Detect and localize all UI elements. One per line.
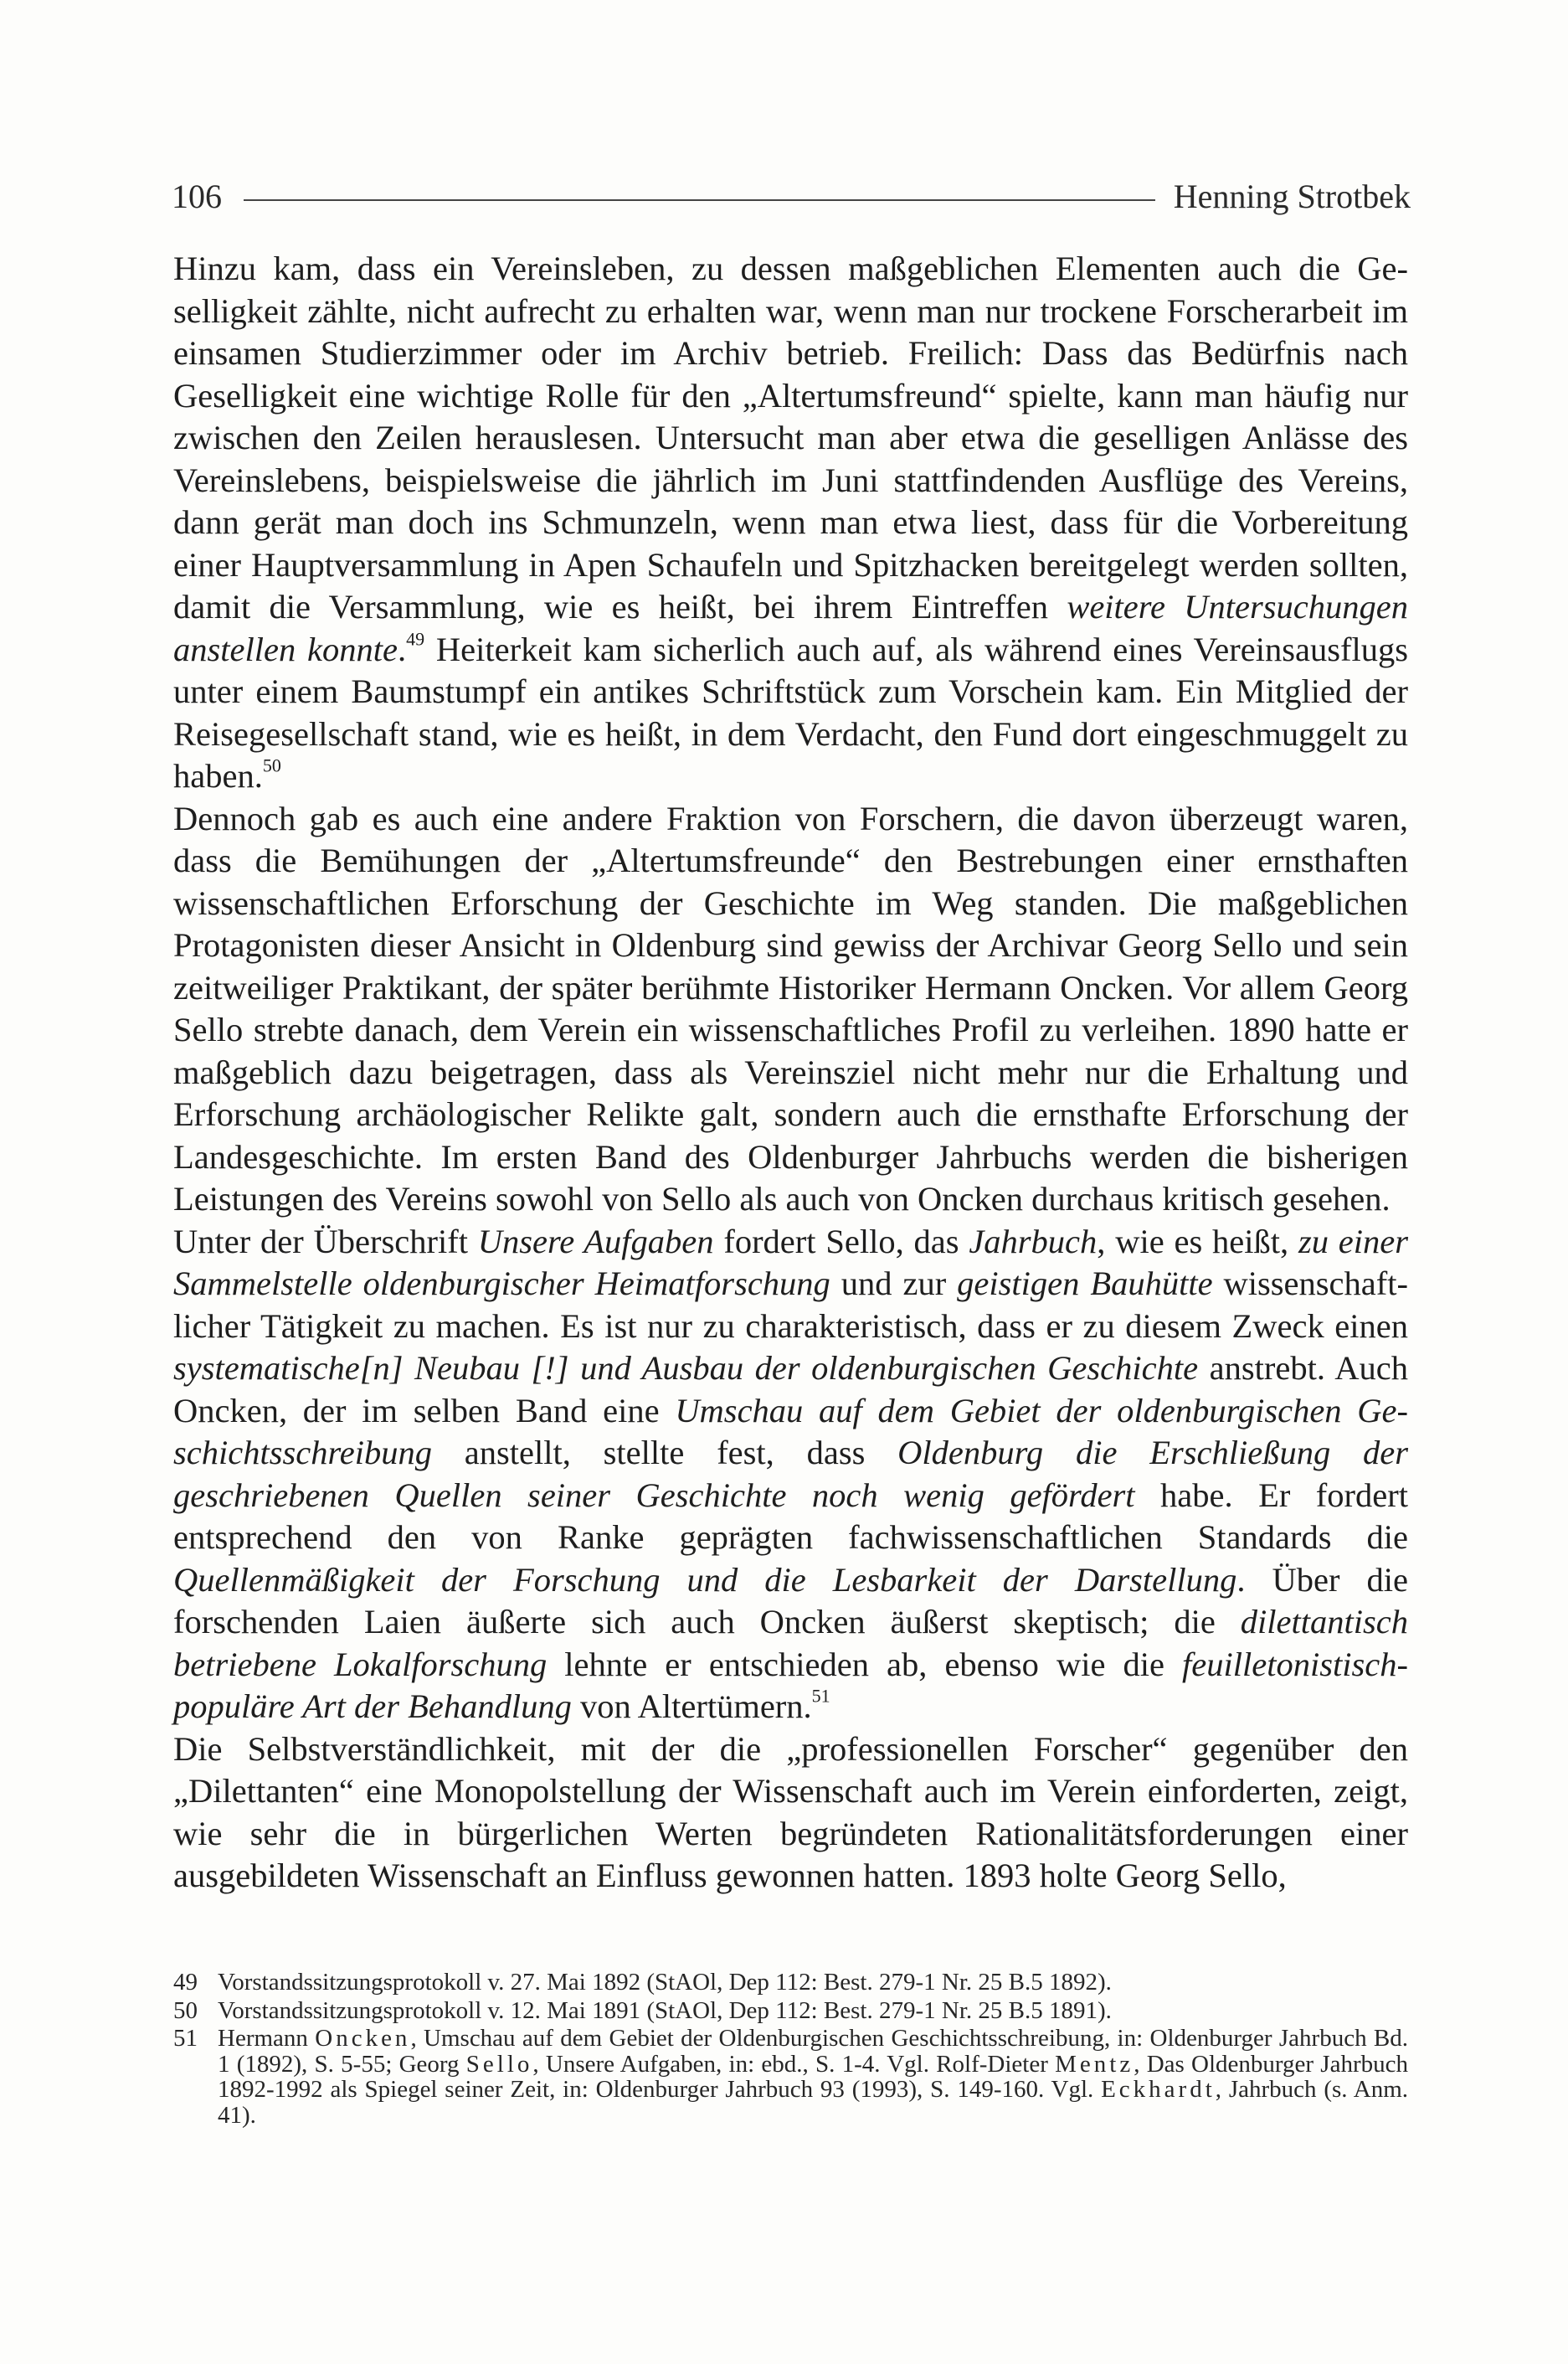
text-run: von Altertümern. (571, 1687, 812, 1725)
text-run: lehnte er entschieden ab, ebenso wie die (547, 1645, 1183, 1683)
italic-quote: Unsere Aufgaben (477, 1222, 714, 1260)
italic-quote: zu einer Sammelstelle oldenburgischer Heimatforschung (173, 1222, 1408, 1302)
text-run: fordert Sello, das (713, 1222, 969, 1260)
italic-quote: systematische[n] Neubau [!] und Ausbau der oldenburgischen Geschichte (173, 1349, 1199, 1387)
text-run: anstrebt. Auch Oncken, der im selben Band eine (173, 1349, 1408, 1429)
footnotes (173, 1970, 1408, 2130)
page-number: 106 (172, 177, 222, 215)
paragraph (173, 798, 1408, 1221)
text-run: , wie es heißt, (1097, 1222, 1298, 1260)
footnote-ref: 50 (262, 755, 281, 776)
text-run: Heiterkeit kam sicherlich auch auf, als während eines Vereinsausflugs unter einem Baumstumpf ein antikes Schriftstück zum Vorschein kam. Ein Mitglied der Reisegesellschaft stand, wie es heißt, in dem Verdacht, den Fund dort eingeschmuggelt zu haben. (173, 630, 1408, 795)
footnote (173, 2026, 1408, 2128)
footnote-text (218, 1998, 1408, 2024)
footnote-ref: 49 (406, 627, 425, 649)
italic-quote: Umschau auf dem Gebiet der oldenburgischen Geschichtsschreibung (173, 1391, 1408, 1471)
spaced-name: Mentz (1055, 2050, 1134, 2078)
footnote-ref: 51 (811, 1685, 830, 1707)
running-header (172, 171, 1411, 221)
footnote (173, 1970, 1408, 1996)
paragraph (173, 248, 1408, 798)
text-run: Die Selbstverständlichkeit, mit der die „professionellen Forscher“ gegenüber den „Dilettanten“ eine Monopolstellung der Wissenschaft auch im Verein einforderten, zeigt, wie sehr die in bürgerlichen Werten begründeten Rationalitätsforderungen einer ausgebildeten Wissenschaft an Einfluss gewonnen hatten. 1893 holte Georg Sello, (173, 1729, 1408, 1894)
spaced-name: Sello (465, 2050, 533, 2078)
text-run: Unter der Überschrift (173, 1222, 478, 1260)
italic-quote: weitere Untersuchungen anstellen konnte (173, 588, 1408, 668)
text-run: . (397, 630, 407, 668)
italic-quote: Quellenmäßigkeit der Forschung und die Lesbarkeit der Darstellung (173, 1560, 1237, 1599)
footnote-text (218, 2026, 1408, 2128)
text-run: wissenschaftlicher Tätigkeit zu machen. Es ist nur zu charakteristisch, dass er zu diesem Zweck einen (173, 1264, 1408, 1345)
spaced-name: Oncken (315, 2025, 411, 2052)
italic-quote: dilettantisch betriebene Lokalforschung (173, 1603, 1408, 1683)
text-run: Vorstandssitzungsprotokoll v. 12. Mai 1891 (StAOl, Dep 112: Best. 279-1 Nr. 25 B.5 1891). (218, 1996, 1112, 2024)
text-run: und zur (830, 1264, 958, 1302)
footnote-number: 50 (173, 1996, 198, 2024)
text-run: Hinzu kam, dass ein Vereinsleben, zu dessen maßgeblichen Elementen auch die Geselligkeit zählte, nicht aufrecht zu erhalten war, wenn man nur trockene Forscherarbeit im einsamen Studierzimmer oder im Archiv betrieb. Freilich: Dass das Bedürfnis nach Geselligkeit eine wichtige Rolle für den „Altertumsfreund“ spielte, kann man häufig nur zwischen den Zeilen herauslesen. Untersucht man aber etwa die geselligen Anlässe des Vereinslebens, beispielsweise die jährlich im Juni stattfindenden Ausflüge des Vereins, dann gerät man doch ins Schmunzeln, wenn man etwa liest, dass für die Vorbereitung einer Hauptversammlung in Apen Schaufeln und Spitzhacken bereitgelegt werden sollten, damit die Versammlung, wie es heißt, bei ihrem Eintreffen (173, 250, 1408, 626)
text-run: Hermann (218, 2025, 316, 2052)
italic-quote: feuilletonistisch-populäre Art der Behandlung (173, 1645, 1409, 1725)
text-run: . Über die forschenden Laien äußerte sich auch Oncken äußerst skeptisch; die (173, 1560, 1408, 1640)
text-run: , Umschau auf dem Gebiet der Oldenburgischen Geschichtsschreibung, in: Oldenburger Jahrbuch Bd. 1 (1892), S. 5-55; Georg (218, 2025, 1408, 2078)
italic-quote: Jahrbuch (969, 1222, 1098, 1260)
text-run: anstellt, stellte fest, dass (431, 1434, 898, 1471)
text-run: habe. Er fordert entsprechend den von Ranke geprägten fachwissenschaftlichen Standards die (173, 1476, 1408, 1556)
footnote-number: 49 (173, 1969, 198, 1996)
text-run: Vorstandssitzungsprotokoll v. 27. Mai 1892 (StAOl, Dep 112: Best. 279-1 Nr. 25 B.5 1892). (218, 1969, 1112, 1996)
footnote-number: 51 (173, 2025, 198, 2052)
spaced-name: Eckhardt (1101, 2076, 1216, 2103)
paragraph (173, 1728, 1408, 1898)
text-run: , Unsere Aufgaben, in: ebd., S. 1-4. Vgl. Rolf-Dieter (532, 2050, 1056, 2078)
italic-quote: geistigen Bauhütte (957, 1264, 1213, 1302)
text-run: , Jahrbuch (s. Anm. 41). (218, 2076, 1408, 2129)
italic-quote: Oldenburg die Erschließung der geschriebenen Quellen seiner Geschichte noch wenig gefördert (173, 1434, 1408, 1514)
text-run: Dennoch gab es auch eine andere Fraktion von Forschern, die davon überzeugt waren, dass die Bemühungen der „Altertumsfreunde“ den Bestrebungen einer ernsthaften wissenschaftlichen Erforschung der Geschichte im Weg standen. Die maßgeblichen Protagonisten dieser Ansicht in Oldenburg sind gewiss der Archivar Georg Sello und sein zeitweiliger Praktikant, der später berühmte Historiker Hermann Oncken. Vor allem Georg Sello strebte danach, dem Verein ein wissenschaftliches Profil zu verleihen. 1890 hatte er maßgeblich dazu beigetragen, dass als Vereinsziel nicht mehr nur die Erhaltung und Erforschung archäologischer Relikte galt, sondern auch die ernsthafte Erforschung der Landesgeschichte. Im ersten Band des Oldenburger Jahrbuchs werden die bisherigen Leistungen des Vereins sowohl von Sello als auch von Oncken durchaus kritisch gesehen. (173, 799, 1408, 1218)
text-run: , Das Oldenburger Jahrbuch 1892-1992 als Spiegel seiner Zeit, in: Oldenburger Jahrbuch 93 (1993), S. 149-160. Vgl. (218, 2050, 1408, 2103)
footnote-text (218, 1970, 1408, 1996)
header-rule (244, 199, 1155, 201)
footnote (173, 1998, 1408, 2024)
paragraph (173, 1221, 1408, 1728)
body-text (173, 248, 1408, 1898)
running-head-author: Henning Strotbek (1173, 177, 1411, 215)
